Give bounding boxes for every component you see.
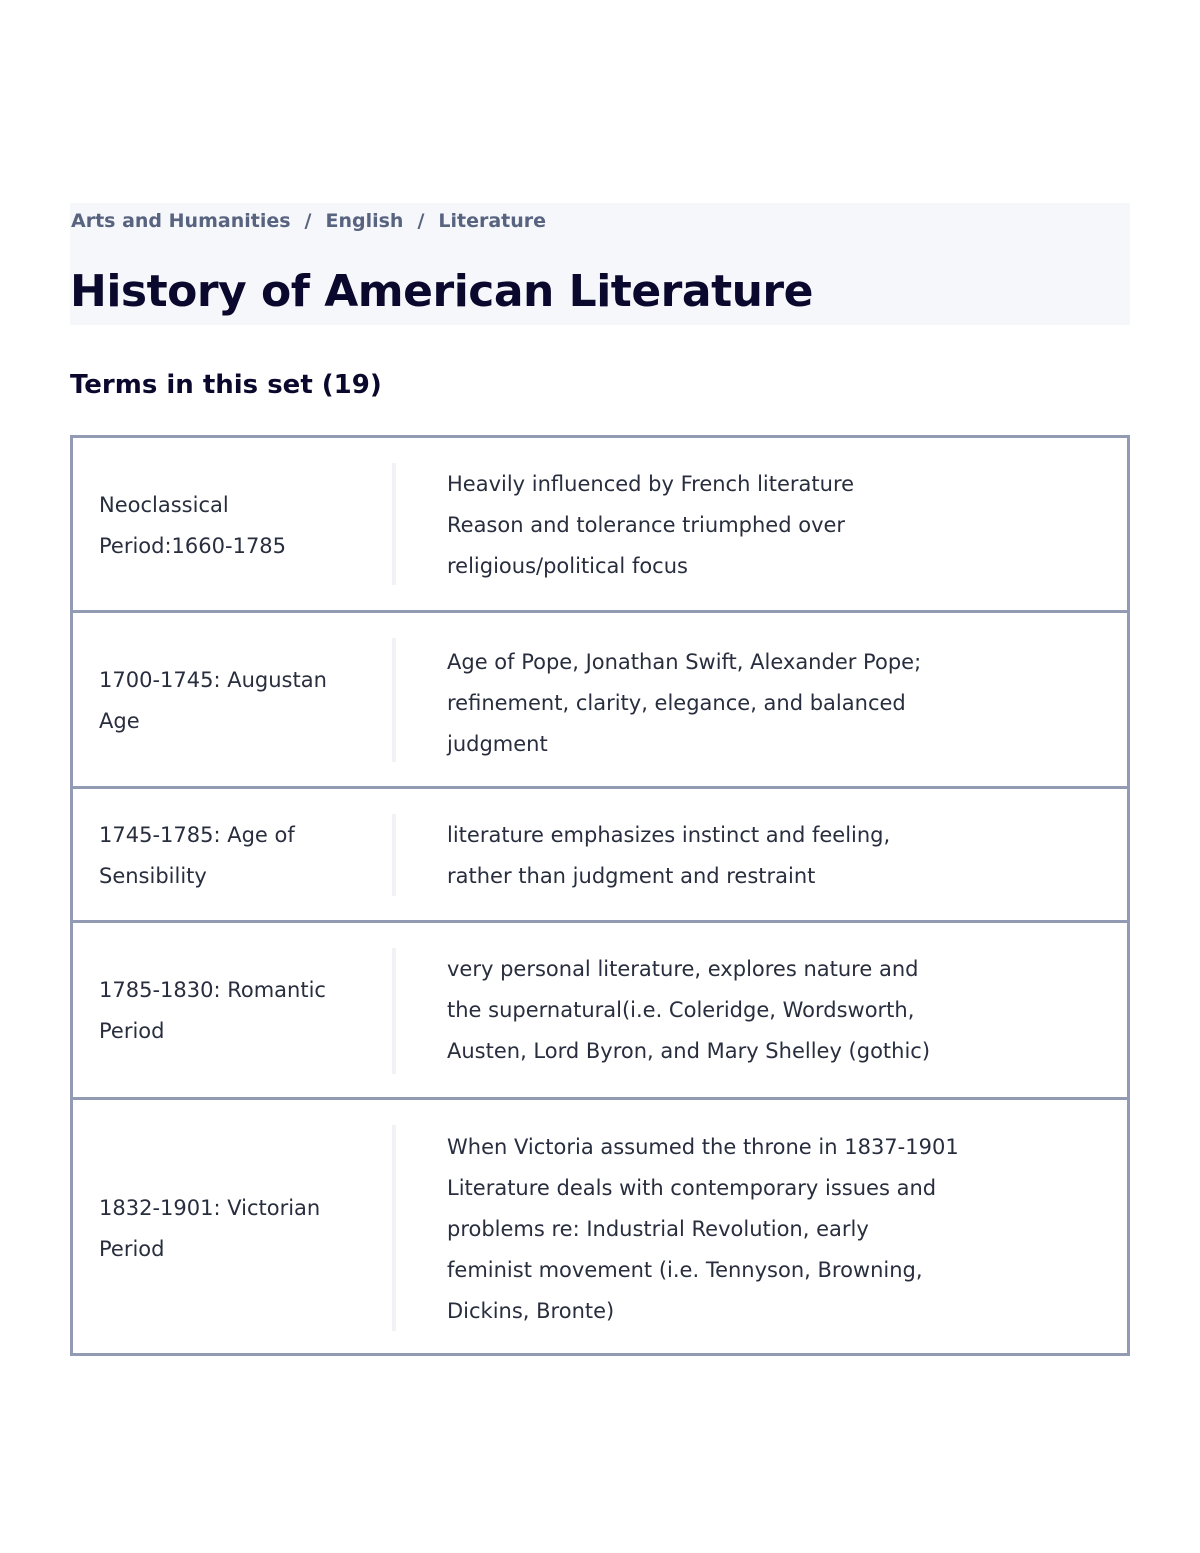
breadcrumb-separator: / <box>304 210 312 232</box>
term-definition-line: Austen, Lord Byron, and Mary Shelley (gothic) <box>447 1039 931 1063</box>
term-word-line: 1832-1901: Victorian <box>99 1196 321 1220</box>
term-word <box>99 485 359 567</box>
term-definition <box>447 464 1087 587</box>
term-word <box>99 815 359 897</box>
term-definition <box>447 642 1087 765</box>
term-word <box>99 1188 359 1270</box>
term-definition <box>447 1127 1087 1332</box>
term-definition-line: Reason and tolerance triumphed over <box>447 513 846 537</box>
term-divider <box>392 1125 396 1331</box>
breadcrumb-separator: / <box>417 210 425 232</box>
term-word-line: Period <box>99 1237 165 1261</box>
term-definition-line: literature emphasizes instinct and feeling, <box>447 823 891 847</box>
term-word-line: Neoclassical <box>99 493 229 517</box>
terms-heading: Terms in this set (19) <box>70 370 382 400</box>
term-definition-line: refinement, clarity, elegance, and balanced <box>447 691 906 715</box>
term-divider <box>392 638 396 762</box>
term-divider <box>392 948 396 1074</box>
page-title: History of American Literature <box>70 266 813 317</box>
term-definition-line: problems re: Industrial Revolution, early <box>447 1217 869 1241</box>
term-definition-line: Heavily influenced by French literature <box>447 472 855 496</box>
term-definition-line: When Victoria assumed the throne in 1837-1901 <box>447 1135 959 1159</box>
term-definition-line: Dickins, Bronte) <box>447 1299 615 1323</box>
term-definition-line: Literature deals with contemporary issues and <box>447 1176 937 1200</box>
term-word-line: 1785-1830: Romantic <box>99 978 326 1002</box>
term-definition-line: very personal literature, explores nature and <box>447 957 919 981</box>
term-word-line: 1700-1745: Augustan <box>99 668 327 692</box>
term-word <box>99 660 359 742</box>
term-definition-line: Age of Pope, Jonathan Swift, Alexander Pope; <box>447 650 922 674</box>
term-word-line: 1745-1785: Age of <box>99 823 295 847</box>
term-word-line: Age <box>99 709 140 733</box>
term-definition <box>447 815 1087 897</box>
breadcrumb <box>71 207 546 235</box>
term-definition-line: religious/political focus <box>447 554 688 578</box>
term-definition-line: rather than judgment and restraint <box>447 864 816 888</box>
term-word-line: Sensibility <box>99 864 207 888</box>
term-definition <box>447 949 1087 1072</box>
term-definition-line: feminist movement (i.e. Tennyson, Browning, <box>447 1258 923 1282</box>
term-card <box>70 435 1130 613</box>
term-word-line: Period <box>99 1019 165 1043</box>
term-word <box>99 970 359 1052</box>
term-card <box>70 1097 1130 1356</box>
term-definition-line: the supernatural(i.e. Coleridge, Wordsworth, <box>447 998 915 1022</box>
term-divider <box>392 463 396 585</box>
breadcrumb-link-arts-and-humanities[interactable]: Arts and Humanities <box>71 210 291 232</box>
term-definition-line: judgment <box>447 732 548 756</box>
term-card <box>70 610 1130 789</box>
breadcrumb-link-english[interactable]: English <box>325 210 404 232</box>
term-card <box>70 786 1130 923</box>
breadcrumb-link-literature[interactable]: Literature <box>438 210 547 232</box>
term-divider <box>392 814 396 896</box>
term-word-line: Period:1660-1785 <box>99 534 287 558</box>
term-card <box>70 920 1130 1100</box>
